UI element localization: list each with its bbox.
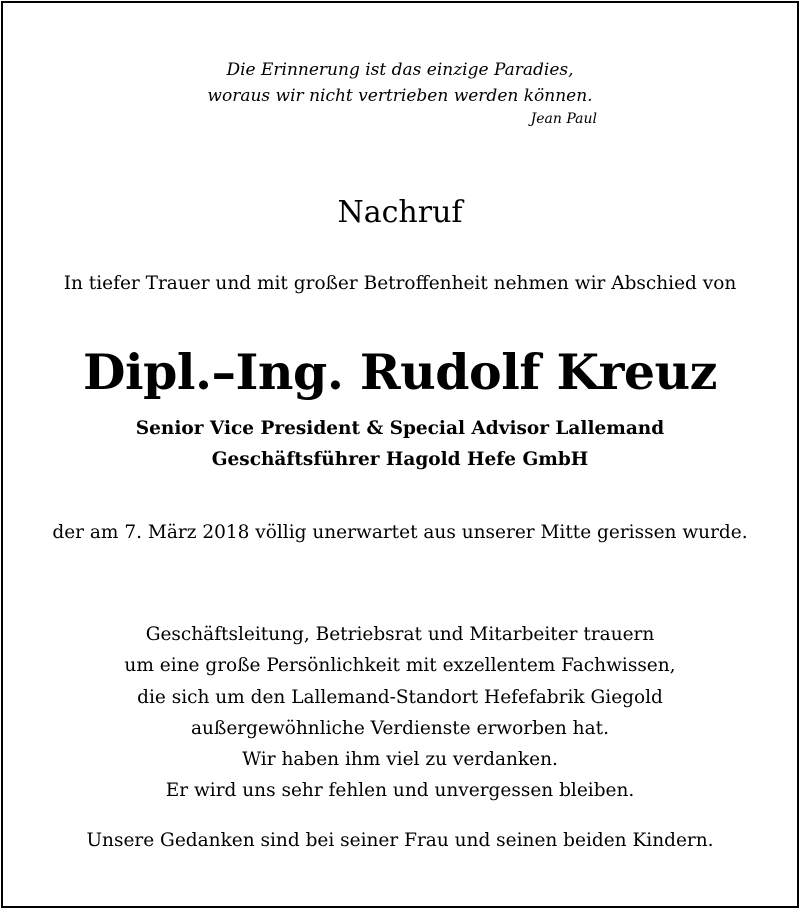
quote-line-1: Die Erinnerung ist das einzige Paradies, xyxy=(226,60,574,80)
tribute-line: um eine große Persönlichkeit mit exzellentem Fachwissen, xyxy=(124,655,676,676)
tribute-line: Geschäftsleitung, Betriebsrat und Mitarbeiter trauern xyxy=(145,624,655,645)
tribute-line: Wir haben ihm viel zu verdanken. xyxy=(242,749,558,770)
deceased-role-2: Geschäftsführer Hagold Hefe GmbH xyxy=(211,449,589,470)
quote-line-2: woraus wir nicht vertrieben werden können. xyxy=(207,86,593,106)
closing-text: Unsere Gedanken sind bei seiner Frau und seinen beiden Kindern. xyxy=(86,830,714,851)
date-line: der am 7. März 2018 völlig unerwartet aus unserer Mitte gerissen wurde. xyxy=(52,522,748,543)
deceased-role-1: Senior Vice President & Special Advisor Lallemand xyxy=(135,418,665,439)
intro-text: In tiefer Trauer und mit großer Betroffenheit nehmen wir Abschied von xyxy=(63,273,737,294)
tribute-line: Er wird uns sehr fehlen und unvergessen bleiben. xyxy=(165,780,635,801)
deceased-name: Dipl.–Ing. Rudolf Kreuz xyxy=(82,343,718,401)
tribute-line: die sich um den Lallemand-Standort Hefefabrik Giegold xyxy=(137,687,663,708)
quote-author: Jean Paul xyxy=(530,111,597,127)
tribute-line: außergewöhnliche Verdienste erworben hat. xyxy=(191,718,609,739)
obituary-heading: Nachruf xyxy=(337,195,463,230)
